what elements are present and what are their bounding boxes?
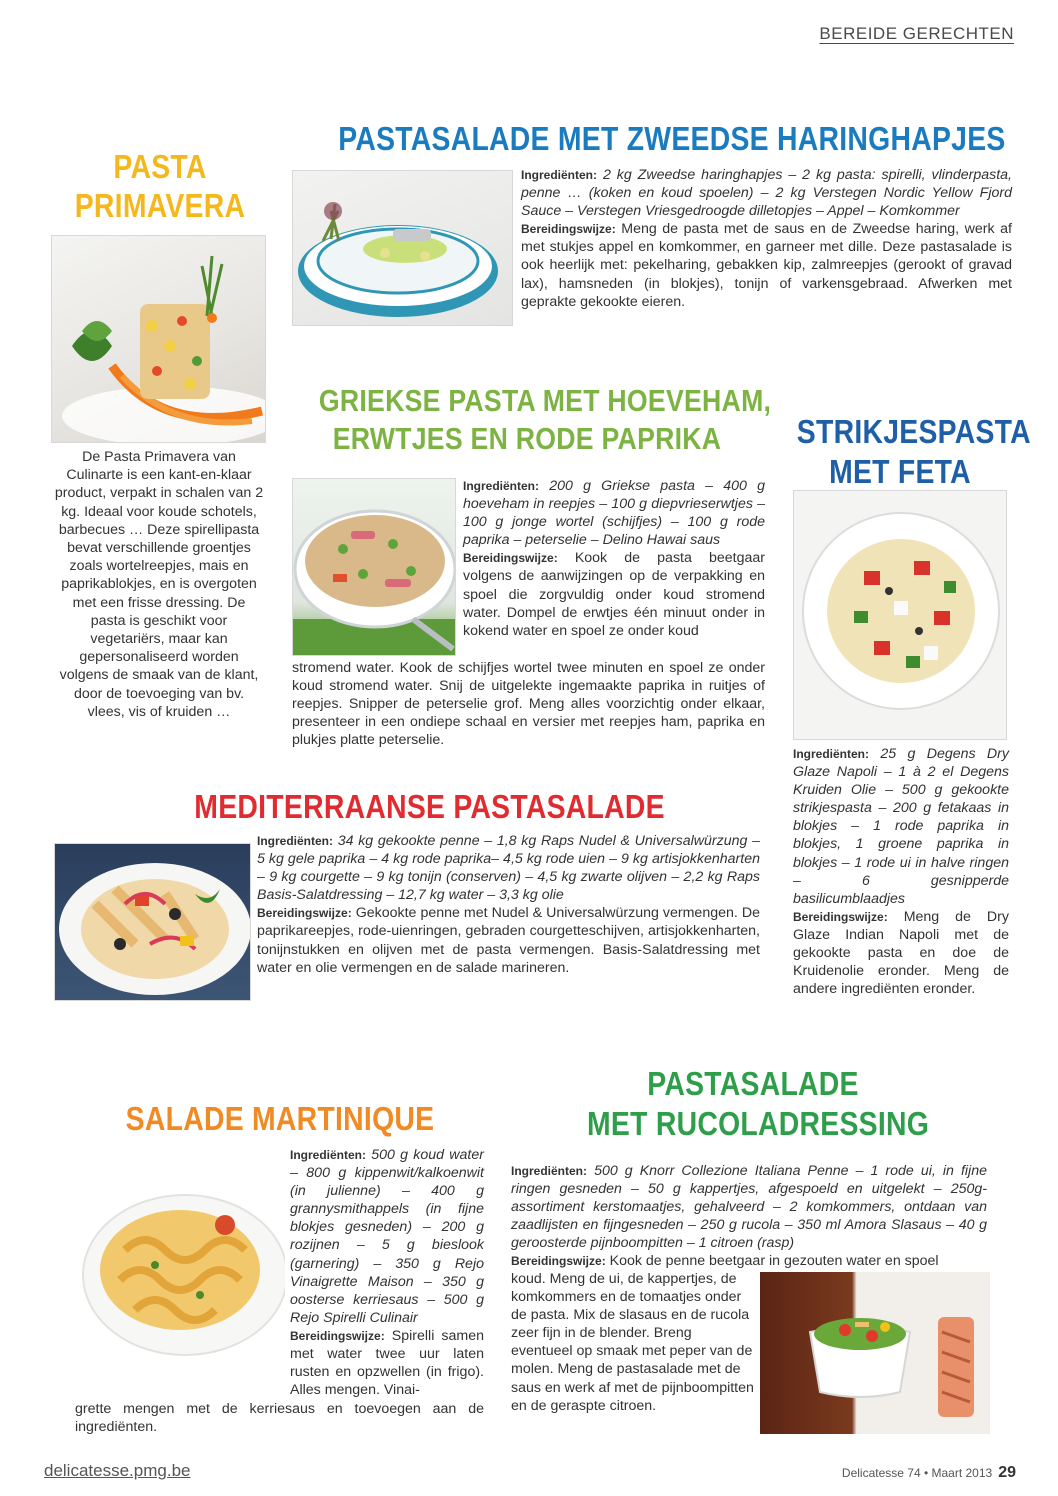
haring-prep-label: Bereidingswijze: <box>521 222 616 237</box>
page-number: 29 <box>998 1464 1016 1481</box>
martinique-text-col <box>290 1146 484 1399</box>
mediterraan-photo <box>54 843 251 1001</box>
mediterraan-preparation: Gekookte penne met Nudel & Universalwürzung vermengen. De paprikareepjes, rode-uienringen, gebraden courgetteschijven, artisjokkenharten, tonijnstukken en olijven met de pasta vermengen. Basis-Salatdressing met water en olie vermengen en de salade marineren. <box>257 905 760 976</box>
griekse-ing-label: Ingrediënten: <box>463 479 540 493</box>
footer-website[interactable]: delicatesse.pmg.be <box>44 1461 191 1480</box>
rucola-dish-illustration <box>760 1272 990 1434</box>
rucola-title <box>587 1064 930 1144</box>
griekse-photo <box>292 478 456 656</box>
martinique-dish-illustration <box>75 1160 285 1385</box>
griekse-ingredients: 200 g Griekse pasta – 400 g hoeveham in reepjes – 100 g diepvrieserwtjes – 100 g jonge wortel (schijfjes) – 100 g rode paprika – peterselie – Delino Hawai saus <box>463 478 765 549</box>
strikjes-text <box>793 745 1009 998</box>
mediterraan-text <box>257 832 760 977</box>
haring-ingredients: 2 kg Zweedse haringhapjes – 2 kg pasta: spirelli, vlinderpasta, penne … (koken en koud spoelen) – 2 kg Verstegen Nordic Yellow Fjord Sauce – Verstegen Vriesgedroogde dilletopjes – Appel – Komkommer <box>521 167 1012 220</box>
footer-issue: Delicatesse 74 • Maart 2013 <box>841 1466 993 1480</box>
griekse-dish-illustration <box>293 479 456 656</box>
strikjes-prep-label: Bereidingswijze: <box>793 909 888 924</box>
rucola-text-top <box>511 1162 987 1271</box>
griekse-title-line1: GRIEKSE PASTA MET HOEVEHAM, <box>318 383 772 418</box>
martinique-photo <box>75 1160 285 1385</box>
griekse-text-full: stromend water. Kook de schijfjes wortel twee minuten en spoel ze onder koud stromend water. Snij de uitgelekte ingemaakte paprika in ruitjes of reepjes. Snipper de peterselie grof. Meng alles voorzichtig onder elkaar, presenteer in een ondiepe schaal en versier met reepjes ham, paprika en plukjes platte peterselie. <box>292 660 765 749</box>
primavera-title-line2: PRIMAVERA <box>74 186 246 224</box>
strikjes-dish-illustration <box>794 491 1007 740</box>
strikjes-photo <box>793 490 1007 740</box>
strikjes-title-line1: STRIKJESPASTA <box>796 413 1031 450</box>
rucola-prep-label: Bereidingswijze: <box>511 1254 606 1269</box>
strikjes-title <box>796 412 1031 492</box>
mediterraan-prep-label: Bereidingswijze: <box>257 906 352 921</box>
martinique-ingredients: 500 g koud water – 800 g kippenwit/kalkoenwit (in julienne) – 400 g grannysmithappels (in fijne blokjes gesneden) – 200 g rozijnen – 5 g bieslook (garnering) – 350 g Rejo Vinaigrette Maison – 350 g oosterse kerriesaus – 500 g Rejo Spirelli Culinair <box>290 1147 484 1326</box>
strikjes-ingredients: 25 g Degens Dry Glaze Napoli – 1 à 2 el Degens Kruiden Olie – 500 g gekookte strikjespasta – 200 g fetakaas in blokjes – 1 rode paprika in blokjes, 1 groene paprika in blokjes – 1 rode ui in halve ringen – 6 gesnipperde basilicumblaadjes <box>793 746 1009 907</box>
primavera-text: De Pasta Primavera van Culinarte is een kant-en-klaar product, verpakt in schalen van 2 kg. Ideaal voor koude schotels, barbecues … Deze spirellipasta bevat verschillende groentjes zoals wortelreepjes, mais en paprikablokjes, en is overgoten met een frisse dressing. De pasta is geschikt voor vegetariërs, maar kan gepersonaliseerd worden volgens de smaak van de klant, door de toevoeging van bv. vlees, vis of kruiden … <box>54 449 264 720</box>
haring-ing-label: Ingrediënten: <box>521 168 598 182</box>
griekse-text-col <box>463 477 765 640</box>
primavera-title <box>57 148 263 226</box>
rucola-photo <box>760 1272 990 1434</box>
martinique-prep-part1: Spirelli samen met water twee uur laten rusten en opzwellen (in frigo). Alles mengen. Vinai- <box>290 1327 484 1399</box>
mediterraan-title: MEDITERRAANSE PASTASALADE <box>194 788 665 825</box>
martinique-ing-label: Ingrediënten: <box>290 1148 367 1162</box>
mediterraan-ing-label: Ingrediënten: <box>257 834 334 848</box>
haring-dish-illustration <box>293 171 513 326</box>
griekse-prep-label: Bereidingswijze: <box>463 551 558 566</box>
griekse-title <box>318 382 772 458</box>
rucola-title-line2: MET RUCOLADRESSING <box>587 1105 930 1142</box>
haring-photo <box>292 170 513 326</box>
haring-text <box>521 166 1012 311</box>
primavera-photo <box>51 235 266 443</box>
strikjes-ing-label: Ingrediënten: <box>793 747 870 761</box>
strikjes-title-line2: MET FETA <box>829 453 971 490</box>
mediterraan-dish-illustration <box>55 844 251 1001</box>
strikjes-preparation: Meng de Dry Glaze Indian Napoli met de gekookte pasta en doe de Kruidenolie eronder. Meng de andere ingrediënten eronder. <box>793 908 1009 998</box>
rucola-title-line1: PASTASALADE <box>647 1065 859 1102</box>
griekse-title-line2: ERWTJES EN RODE PAPRIKA <box>332 421 722 456</box>
section-label: BEREIDE GERECHTEN <box>819 24 1014 43</box>
footer-issue-info <box>842 1464 1016 1482</box>
primavera-dish-illustration <box>52 236 266 443</box>
griekse-prep-part1: Kook de pasta beetgaar volgens de aanwijzingen op de verpakking en spoel die zorgvuldig onder koud stromend water. Dompel de erwtjes één minuut onder in kokend water en spoel ze onder koud <box>463 550 765 639</box>
rucola-ing-label: Ingrediënten: <box>511 1164 588 1178</box>
haring-title: PASTASALADE MET ZWEEDSE HARINGHAPJES <box>338 120 1006 157</box>
martinique-title: SALADE MARTINIQUE <box>125 1100 435 1137</box>
rucola-ingredients: 500 g Knorr Collezione Italiana Penne – 1 rode ui, in fijne ringen gesneden – 50 g kappertjes, afgespoeld en uitgelekt – 250g-assortiment kerstomaatjes, gehalveerd – 2 komkommers, ontdaan van zaadlijsten en fijngesneden – 250 g rucola – 350 ml Amora Slasaus – 40 g geroosterde pijnboompitten – 1 citroen (rasp) <box>511 1163 987 1252</box>
haring-preparation: Meng de pasta met de saus en de Zweedse haring, werk af met stukjes appel en komkommer, en garneer met dille. Deze pastasalade is ook heerlijk met: pekelharing, gebakken kip, zalmreepjes (gerookt of gravad lax), hamsneden (in blokjes), tonijn of varkensgebraad. Afwerken met geprakte gekookte eieren. <box>521 221 1012 310</box>
rucola-text-col: koud. Meng de ui, de kappertjes, de komkommers en de tomaatjes onder de pasta. Mix de slasaus en de rucola zeer fijn in de blender. Breng eventueel op smaak met peper van de molen. Meng de pastasalade met de saus en werk af met de pijnboompitten en de geraspte citroen. <box>511 1271 754 1414</box>
martinique-text-full: grette mengen met de kerriesaus en toevoegen aan de ingrediënten. <box>75 1401 484 1436</box>
primavera-title-line1: PASTA <box>113 148 207 185</box>
mediterraan-ingredients: 34 kg gekookte penne – 1,8 kg Raps Nudel & Universalwürzung – 5 kg gele paprika – 4 kg rode paprika– 4,5 kg rode uien – 9 kg artisjokkenharten – 9 kg courgette – 9 kg tonijn (conserven) – 4,5 kg zwarte olijven – 2,2 kg Raps Basis-Salatdressing – 12,7 kg water – 3,3 kg olie <box>257 833 760 904</box>
rucola-prep-part1: Kook de penne beetgaar in gezouten water en spoel <box>609 1253 939 1270</box>
martinique-prep-label: Bereidingswijze: <box>290 1328 385 1343</box>
